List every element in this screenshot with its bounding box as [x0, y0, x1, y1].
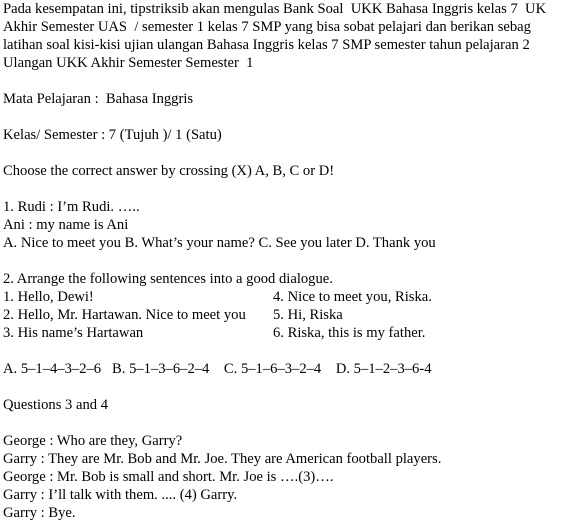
article-body: [3, 0, 577, 522]
question-1-line: 1. Rudi : I’m Rudi. …..: [3, 199, 140, 215]
dialogue-line: Garry : They are Mr. Bob and Mr. Joe. They are American football players.: [3, 451, 442, 467]
questions-heading: Questions 3 and 4: [3, 397, 108, 413]
question-2-row: [3, 288, 577, 306]
question-2-item: 2. Hello, Mr. Hartawan. Nice to meet you: [3, 307, 246, 323]
question-2-item: 1. Hello, Dewi!: [3, 289, 94, 305]
question-2-options: A. 5–1–4–3–2–6 B. 5–1–3–6–2–4 C. 5–1–6–3–2–4 D. 5–1–2–3–6-4: [3, 361, 432, 377]
question-2-item: 3. His name’s Hartawan: [3, 325, 144, 341]
question-2-row: [3, 324, 577, 342]
question-2-item: 6. Riska, this is my father.: [273, 325, 426, 341]
question-1-line: Ani : my name is Ani: [3, 217, 129, 233]
intro-line: Pada kesempatan ini, tipstriksib akan mengulas Bank Soal UKK Bahasa Inggris kelas 7 UK: [3, 1, 547, 17]
dialogue-line: Garry : Bye.: [3, 505, 76, 521]
intro-line: Ulangan UKK Akhir Semester Semester 1: [3, 55, 254, 71]
instruction: Choose the correct answer by crossing (X) A, B, C or D!: [3, 163, 335, 179]
dialogue-line: George : Who are they, Garry?: [3, 433, 183, 449]
subject-line: Mata Pelajaran : Bahasa Inggris: [3, 91, 194, 107]
question-2-item: 5. Hi, Riska: [273, 307, 343, 323]
intro-line: Akhir Semester UAS / semester 1 kelas 7 SMP yang bisa sobat pelajari dan berikan sebag: [3, 19, 531, 35]
intro-line: latihan soal kisi-kisi ujian ulangan Bahasa Inggris kelas 7 SMP semester tahun pelajaran 2: [3, 37, 530, 53]
dialogue-line: Garry : I’ll talk with them. .... (4) Garry.: [3, 487, 238, 503]
dialogue-line: George : Mr. Bob is small and short. Mr. Joe is ….(3)….: [3, 469, 334, 485]
question-1-options: A. Nice to meet you B. What’s your name? C. See you later D. Thank you: [3, 235, 436, 251]
question-2-row: [3, 306, 577, 324]
class-line: Kelas/ Semester : 7 (Tujuh )/ 1 (Satu): [3, 127, 222, 143]
question-2-prompt: 2. Arrange the following sentences into a good dialogue.: [3, 271, 333, 287]
question-2-item: 4. Nice to meet you, Riska.: [273, 289, 432, 305]
